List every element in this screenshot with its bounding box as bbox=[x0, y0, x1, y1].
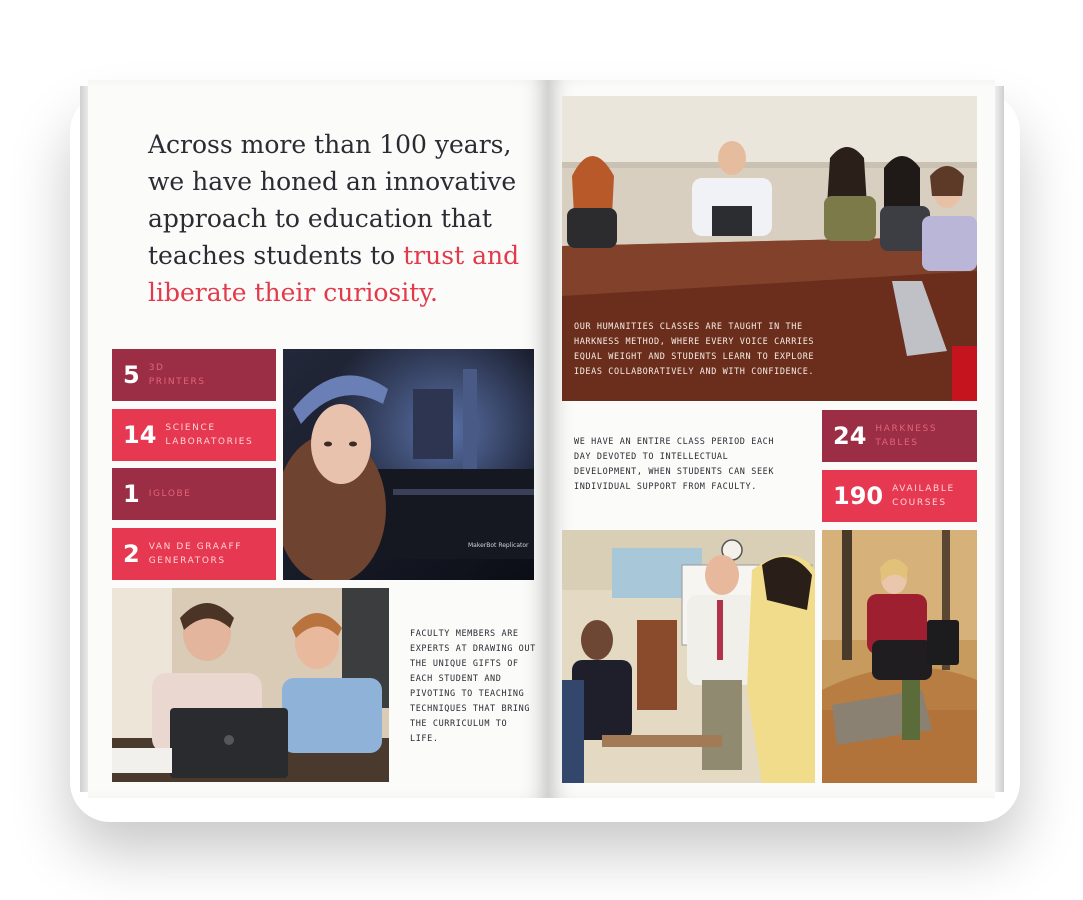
right-page bbox=[548, 80, 995, 798]
stat-3d-printers bbox=[112, 349, 276, 401]
photo-classroom-teacher-image bbox=[562, 530, 815, 783]
stat-label: IGLOBE bbox=[148, 489, 192, 499]
stat-number: 5 bbox=[123, 361, 140, 389]
stat-number: 24 bbox=[833, 422, 867, 450]
photo-students-laptop-image bbox=[112, 588, 389, 782]
caption-class-period: WE HAVE AN ENTIRE CLASS PERIOD EACH DAY DEVOTED TO INTELLECTUAL DEVELOPMENT, WHEN STUDENTS CAN SEEK INDIVIDUAL SUPPORT FROM FACULTY. bbox=[574, 437, 775, 492]
photo-autumn-student bbox=[822, 530, 977, 783]
left-page bbox=[88, 80, 548, 798]
stat-van-de-graaff bbox=[112, 528, 276, 580]
stat-number: 190 bbox=[833, 482, 884, 510]
caption-harkness: OUR HUMANITIES CLASSES ARE TAUGHT IN THE HARKNESS METHOD, WHERE EVERY VOICE CARRIES EQUAL WEIGHT AND STUDENTS LEARN TO EXPLORE IDEAS COLLABORATIVELY AND WITH CONFIDENCE. bbox=[574, 322, 815, 377]
photo-3d-printer-image bbox=[283, 349, 534, 580]
printer-brand-text: MakerBot Replicator bbox=[468, 542, 529, 549]
photo-classroom-teacher bbox=[562, 530, 815, 783]
headline-accent: trust and liberate their curiosity. bbox=[148, 241, 520, 307]
stat-label: AVAILABLE COURSES bbox=[892, 484, 955, 508]
headline bbox=[148, 126, 528, 311]
stat-available-courses bbox=[822, 470, 977, 522]
photo-3d-printer bbox=[283, 349, 534, 580]
headline-plain: Across more than 100 years, we have honed an innovative approach to education that teaches students to bbox=[148, 130, 517, 270]
stat-label: 3D PRINTERS bbox=[148, 363, 206, 387]
stat-label: SCIENCE LABORATORIES bbox=[165, 423, 254, 447]
stat-science-labs bbox=[112, 409, 276, 461]
stat-number: 2 bbox=[123, 540, 140, 568]
stat-label: VAN DE GRAAFF GENERATORS bbox=[148, 542, 243, 566]
photo-autumn-student-image bbox=[822, 530, 977, 783]
stat-number: 14 bbox=[123, 421, 157, 449]
stat-label: HARKNESS TABLES bbox=[875, 424, 938, 448]
stat-iglobe bbox=[112, 468, 276, 520]
stat-harkness-tables bbox=[822, 410, 977, 462]
stat-number: 1 bbox=[123, 480, 140, 508]
caption-faculty: FACULTY MEMBERS ARE EXPERTS AT DRAWING OUT THE UNIQUE GIFTS OF EACH STUDENT AND PIVOTING TO TEACHING TECHNIQUES THAT BRING THE CURRICULUM TO LIFE. bbox=[410, 629, 536, 744]
photo-students-laptop bbox=[112, 588, 389, 782]
right-page-edge bbox=[994, 86, 1004, 792]
